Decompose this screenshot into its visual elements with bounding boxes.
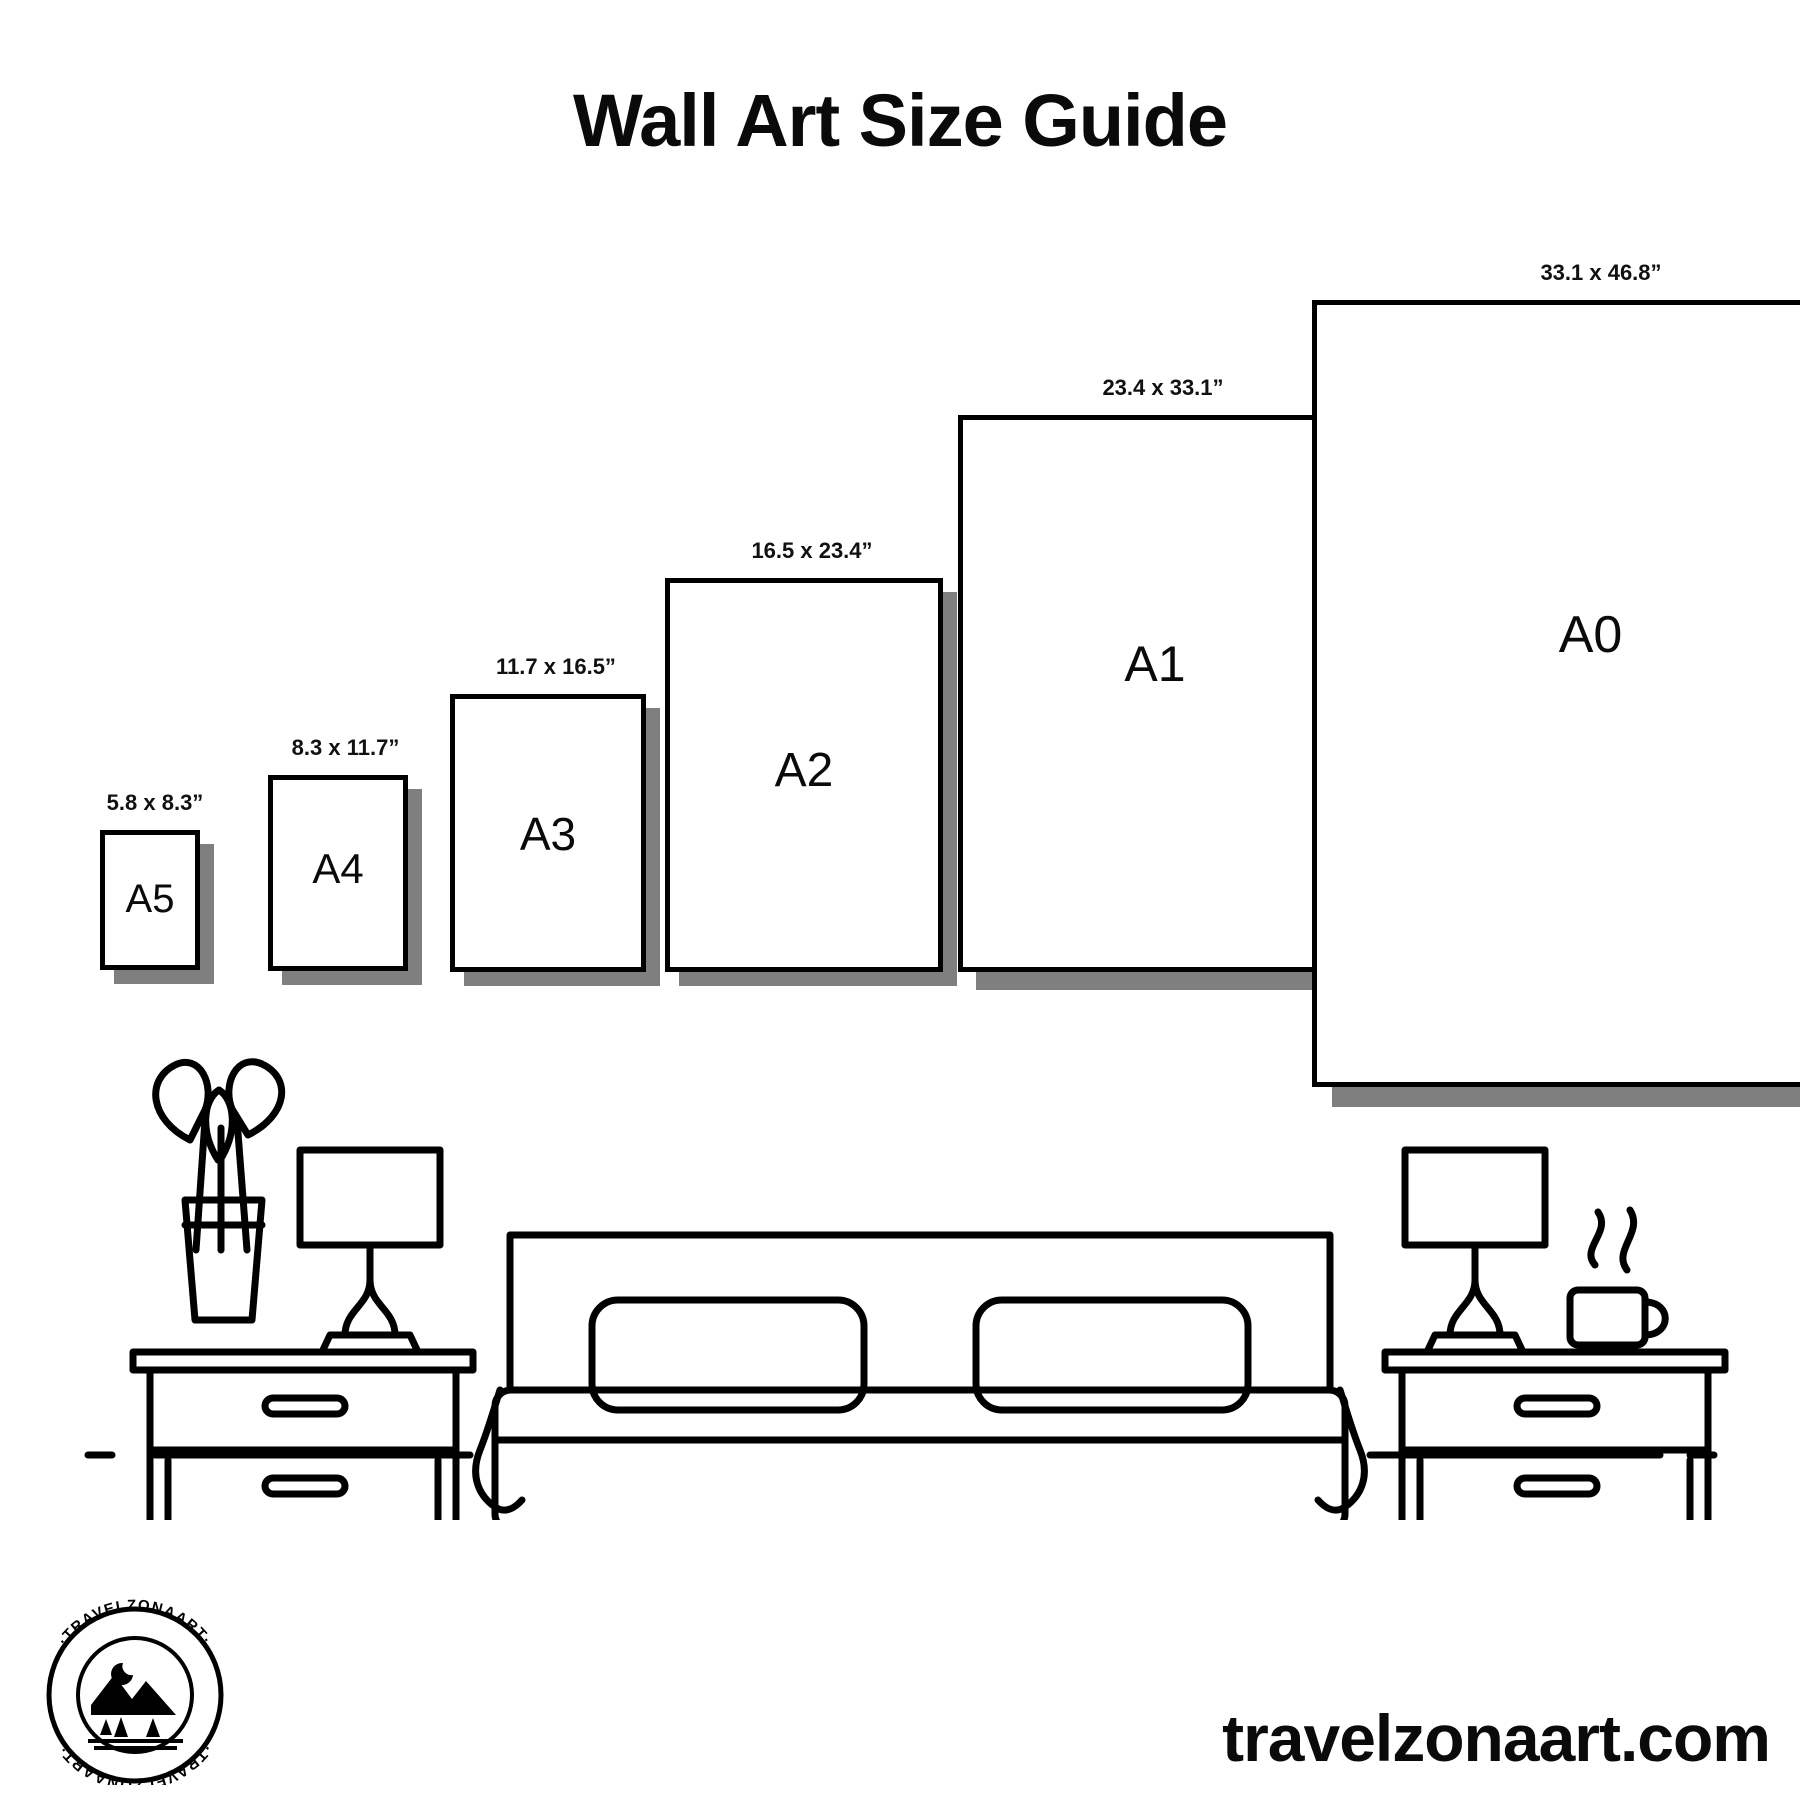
frame-group-a2 — [665, 538, 959, 990]
website-url[interactable]: travelzonaart.com — [1222, 1701, 1770, 1775]
frame-group-a4 — [268, 735, 423, 990]
nightstand-right-icon — [1385, 1352, 1725, 1520]
frame-dimensions-a3: 11.7 x 16.5” — [496, 654, 616, 679]
svg-text:·TRAVELZONAART·: ·TRAVELZONAART· — [54, 1596, 216, 1649]
frame-box-a2[interactable] — [665, 578, 943, 972]
frame-label-a1: A1 — [1124, 636, 1186, 692]
svg-text:·TRAVELZONAART·: ·TRAVELZONAART· — [54, 1741, 216, 1785]
frame-label-a0: A0 — [1558, 606, 1623, 664]
frame-label-a2: A2 — [774, 744, 834, 797]
bedroom-scene — [0, 960, 1800, 1520]
frame-box-a5[interactable] — [100, 830, 200, 970]
frame-box-a3[interactable] — [450, 694, 646, 972]
brand-logo-icon — [28, 1595, 243, 1785]
frame-dimensions-a0: 33.1 x 46.8” — [1540, 260, 1662, 285]
frame-size-row — [0, 260, 1800, 990]
frame-group-a3 — [450, 654, 662, 990]
table-lamp-left-icon — [300, 1150, 440, 1352]
frame-label-a4: A4 — [312, 845, 364, 892]
frame-dimensions-a1: 23.4 x 33.1” — [1102, 375, 1224, 400]
bedroom-scene-svg — [0, 960, 1800, 1520]
frame-dimensions-a2: 16.5 x 23.4” — [751, 538, 873, 563]
frame-box-a1[interactable] — [958, 415, 1352, 972]
frame-label-a5: A5 — [125, 877, 175, 921]
plant-vase-icon — [156, 1062, 282, 1320]
page-title: Wall Art Size Guide — [573, 79, 1227, 162]
frame-dimensions-a4: 8.3 x 11.7” — [291, 735, 400, 760]
frame-box-a4[interactable] — [268, 775, 408, 971]
frame-group-a1 — [958, 375, 1368, 990]
coffee-cup-icon — [1555, 1210, 1665, 1352]
frame-dimensions-a5: 5.8 x 8.3” — [106, 790, 204, 815]
brand-logo[interactable] — [28, 1595, 243, 1785]
frame-label-a3: A3 — [519, 808, 577, 860]
bed-icon — [476, 1235, 1365, 1520]
nightstand-left-icon — [133, 1352, 473, 1520]
table-lamp-right-icon — [1405, 1150, 1545, 1352]
